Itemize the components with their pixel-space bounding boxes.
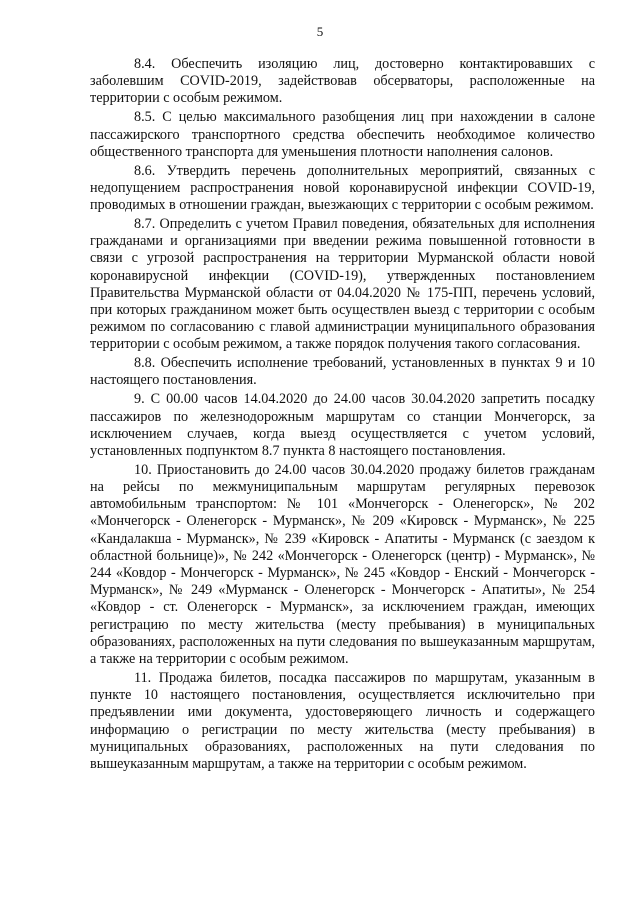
document-body bbox=[90, 56, 595, 775]
paragraph-8-7: 8.7. Определить с учетом Правил поведения, обязательных для исполнения гражданами и организациями при введении режима повышенной готовности в связи с угрозой распространения на территории Мурманской области новой коронавирусной инфекции (COVID-19), утвержденных постановлением Правительства Мурманской области от 04.04.2020 № 175-ПП, перечень условий, при которых гражданином может быть осуществлен выезд с территории с особым режимом по согласованию с главой администрации муниципального образования территории с особым режимом, а также порядок получения такого согласования. bbox=[90, 215, 595, 353]
paragraph-8-6: 8.6. Утвердить перечень дополнительных мероприятий, связанных с недопущением распространения новой коронавирусной инфекции COVID-19, проводимых в отношении граждан, выезжающих с территории с особым режимом. bbox=[90, 162, 595, 213]
paragraph-8-8: 8.8. Обеспечить исполнение требований, установленных в пунктах 9 и 10 настоящего постановления. bbox=[90, 355, 595, 389]
page-number: 5 bbox=[316, 24, 324, 39]
paragraph-8-5: 8.5. С целью максимального разобщения лиц при нахождении в салоне пассажирского транспортного средства обеспечить необходимое количество общественного транспорта для уменьшения плотности наполнения салонов. bbox=[90, 109, 595, 160]
paragraph-8-4: 8.4. Обеспечить изоляцию лиц, достоверно контактировавших с заболевшим COVID-2019, задействовав обсерваторы, расположенные на территории с особым режимом. bbox=[90, 56, 595, 107]
paragraph-10: 10. Приостановить до 24.00 часов 30.04.2020 продажу билетов гражданам на рейсы по межмуниципальным маршрутам регулярных перевозок автомобильным транспортом: № 101 «Мончегорск - Оленегорск», № 202 «Мончегорск - Оленегорск - Мурманск», № 209 «Кировск - Мурманск», № 225 «Кандалакша - Мурманск», № 239 «Кировск - Апатиты - Мурманск (с заездом к областной больнице)», № 242 «Мончегорск - Оленегорск (центр) - Мурманск», № 244 «Ковдор - Мончегорск - Мурманск», № 245 «Ковдор - Енский - Мончегорск - Мурманск», № 249 «Мурманск - Оленегорск - Мончегорск - Апатиты», № 254 «Ковдор - ст. Оленегорск - Мурманск», за исключением граждан, имеющих регистрацию по месту жительства (месту пребывания) в муниципальных образованиях, расположенных на пути следования по вышеуказанным маршрутам, а также на территории с особым режимом. bbox=[90, 461, 595, 668]
paragraph-11: 11. Продажа билетов, посадка пассажиров по маршрутам, указанным в пункте 10 настоящего постановления, осуществляется исключительно при предъявлении ими документа, удостоверяющего личность и содержащего информацию о регистрации по месту жительства (месту пребывания) в муниципальных образованиях, расположенных на пути следования по вышеуказанным маршрутам, а также на территории с особым режимом. bbox=[90, 669, 595, 772]
paragraph-9: 9. С 00.00 часов 14.04.2020 до 24.00 часов 30.04.2020 запретить посадку пассажиров по железнодорожным маршрутам со станции Мончегорск, за исключением случаев, когда выезд осуществляется с учетом условий, установленных подпунктом 8.7 пункта 8 настоящего постановления. bbox=[90, 391, 595, 459]
